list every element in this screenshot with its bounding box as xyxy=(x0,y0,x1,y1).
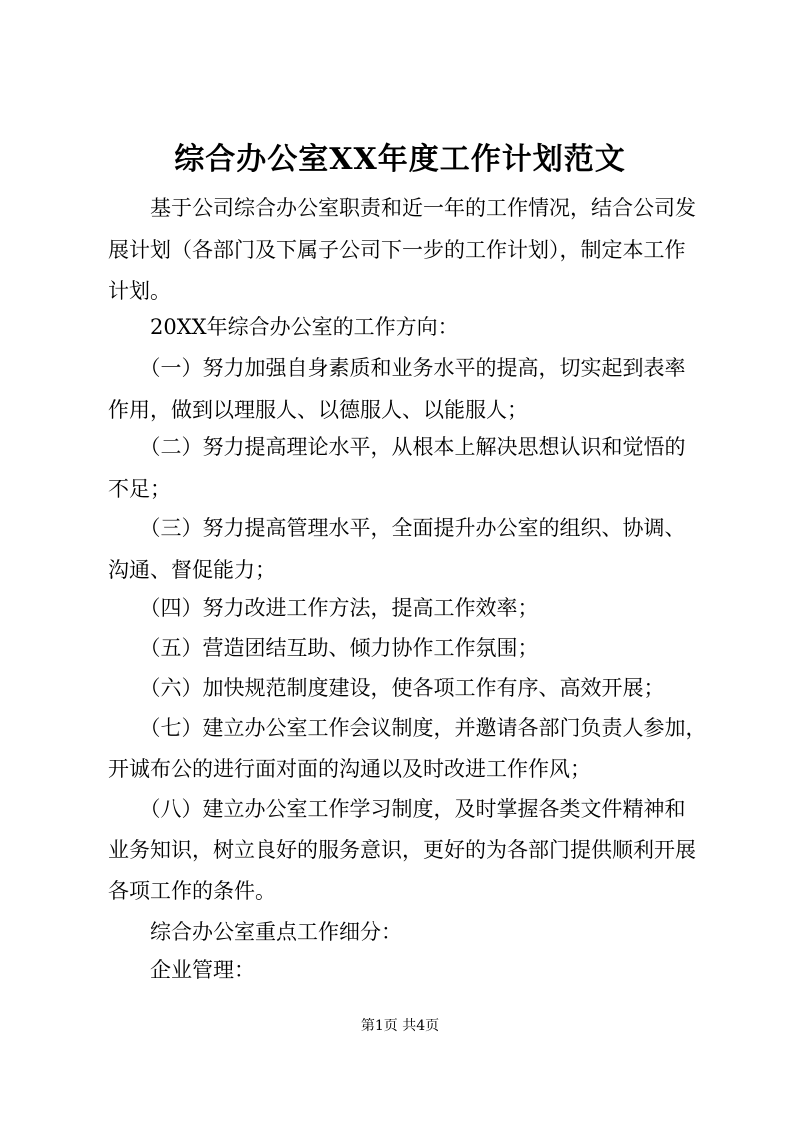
body-line: 业务知识，树立良好的服务意识，更好的为各部门提供顺利开展 xyxy=(108,838,696,862)
body-line: （一）努力加强自身素质和业务水平的提高，切实起到表率 xyxy=(108,356,686,380)
body-line: 综合办公室重点工作细分： xyxy=(108,920,402,944)
body-line: （三）努力提高管理水平，全面提升办公室的组织、协调、 xyxy=(108,516,686,540)
body-line: 企业管理： xyxy=(108,958,255,982)
body-line: （五）营造团结互助、倾力协作工作氛围； xyxy=(108,636,539,660)
body-line: 展计划（各部门及下属子公司下一步的工作计划），制定本工作 xyxy=(108,238,686,262)
page-footer: 第1页 共4页 xyxy=(360,1018,440,1034)
body-line: 开诚布公的进行面对面的沟通以及时改进工作作风； xyxy=(108,757,591,781)
body-line: 20XX年综合办公室的工作方向： xyxy=(108,315,459,339)
body-line: （八）建立办公室工作学习制度，及时掌握各类文件精神和 xyxy=(108,797,686,821)
page-title: 综合办公室XX年度工作计划范文 xyxy=(174,142,626,177)
body-line: 基于公司综合办公室职责和近一年的工作情况，结合公司发 xyxy=(108,196,696,220)
body-line: （七）建立办公室工作会议制度，并邀请各部门负责人参加， xyxy=(108,716,707,740)
body-line: 沟通、督促能力； xyxy=(108,558,276,582)
body-line: 不足； xyxy=(108,477,171,501)
body-line: 计划。 xyxy=(108,279,171,303)
body-line: （二）努力提高理论水平，从根本上解决思想认识和觉悟的 xyxy=(108,435,686,459)
body-line: 各项工作的条件。 xyxy=(108,879,276,903)
body-line: 作用，做到以理服人、以德服人、以能服人； xyxy=(108,398,528,422)
body-line: （四）努力改进工作方法，提高工作效率； xyxy=(108,596,539,620)
body-line: （六）加快规范制度建设，使各项工作有序、高效开展； xyxy=(108,676,665,700)
